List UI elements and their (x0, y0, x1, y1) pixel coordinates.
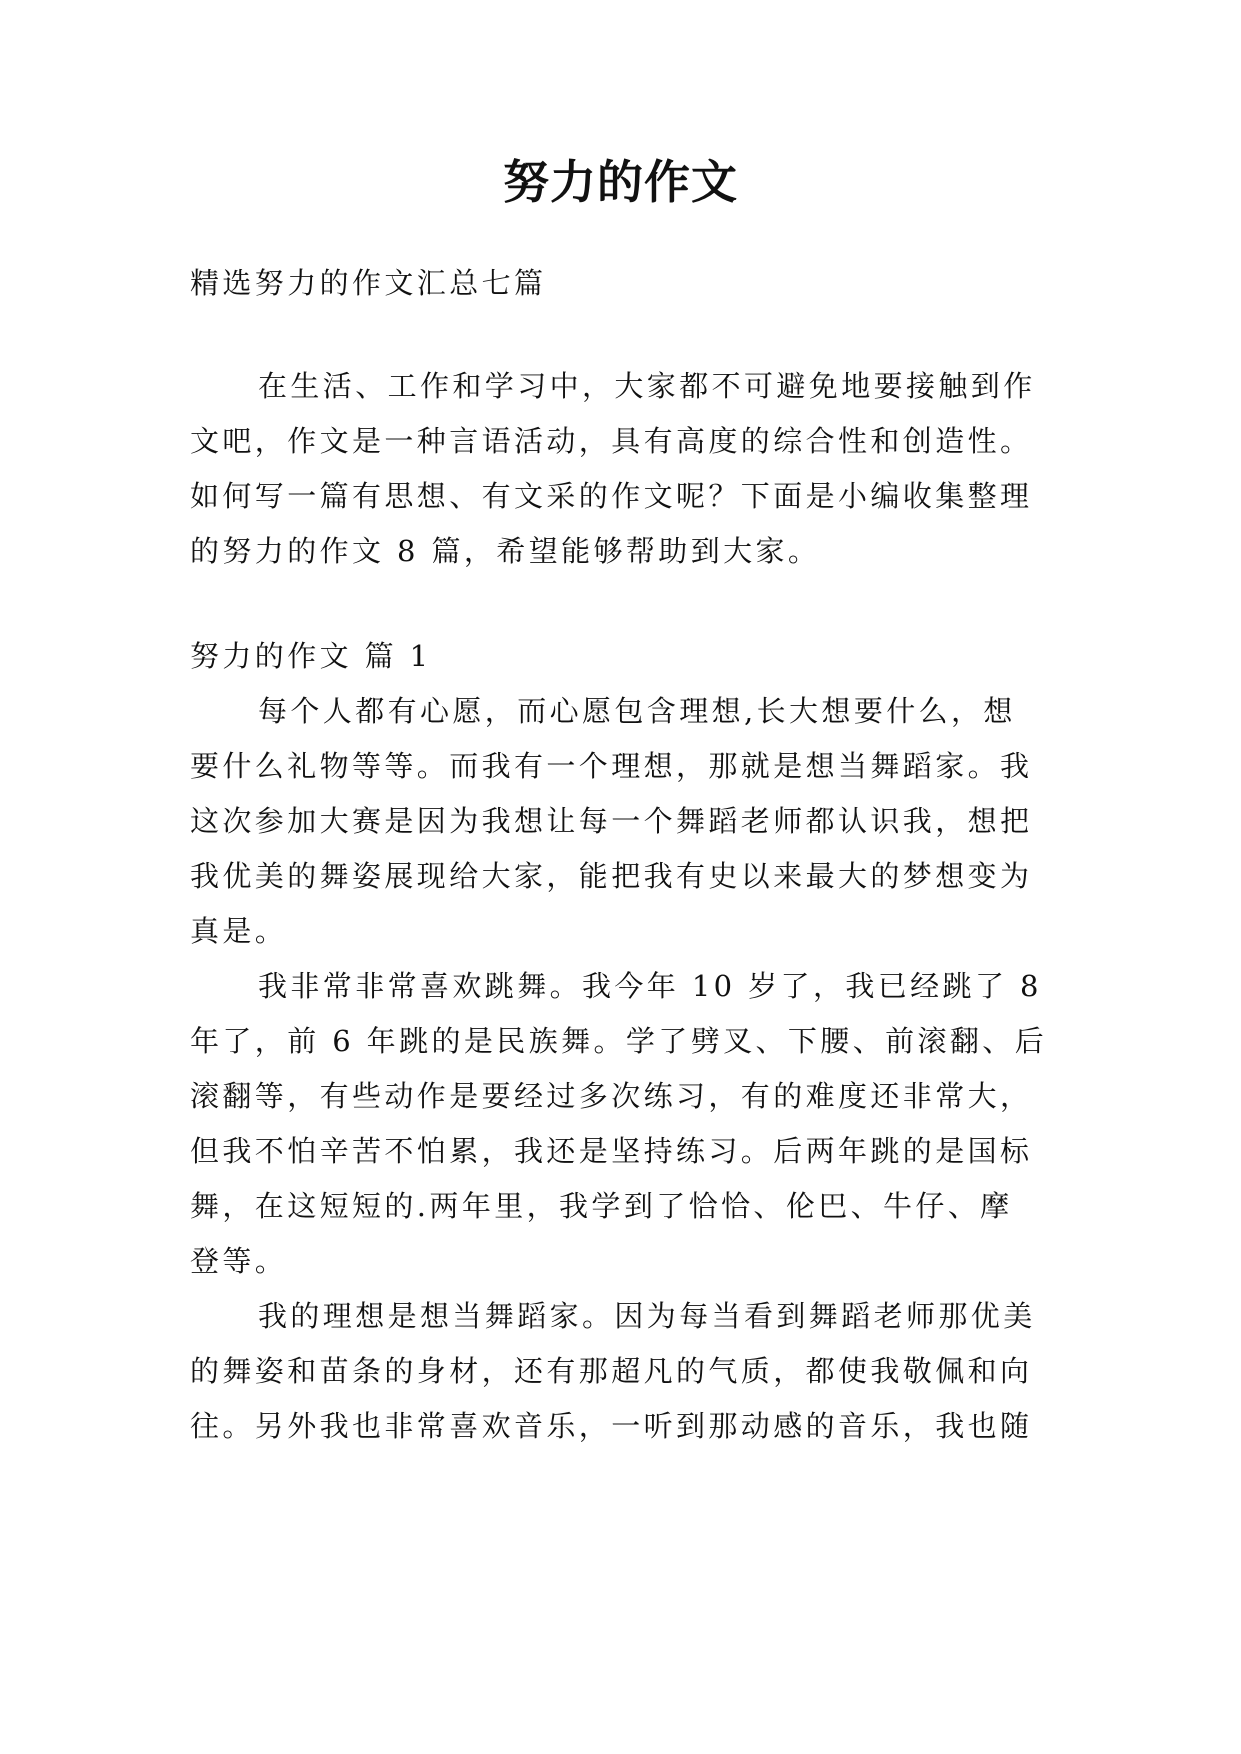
section-heading: 努力的作文 篇 1 (190, 639, 432, 673)
paragraph-2-line-2: 年了，前 6 年跳的是民族舞。学了劈叉、下腰、前滚翻、后 (190, 1024, 1048, 1058)
paragraph-1-line-4: 我优美的舞姿展现给大家，能把我有史以来最大的梦想变为 (190, 859, 1033, 893)
paragraph-2-line-5: 舞，在这短短的.两年里，我学到了恰恰、伦巴、牛仔、摩 (190, 1189, 1013, 1223)
paragraph-1-line-3: 这次参加大赛是因为我想让每一个舞蹈老师都认识我，想把 (190, 804, 1033, 838)
paragraph-2-line-6: 登等。 (190, 1244, 288, 1278)
intro-line-2: 文吧，作文是一种言语活动，具有高度的综合性和创造性。 (190, 424, 1033, 458)
intro-line-4: 的努力的作文 8 篇，希望能够帮助到大家。 (190, 534, 821, 568)
paragraph-3-line-2: 的舞姿和苗条的身材，还有那超凡的气质，都使我敬佩和向 (190, 1354, 1033, 1388)
paragraph-1-line-5: 真是。 (190, 914, 288, 948)
paragraph-2-line-3: 滚翻等，有些动作是要经过多次练习，有的难度还非常大， (190, 1079, 1033, 1113)
intro-line-3: 如何写一篇有思想、有文采的作文呢？下面是小编收集整理 (190, 479, 1033, 513)
paragraph-2-line-1: 我非常非常喜欢跳舞。我今年 10 岁了，我已经跳了 8 (258, 969, 1042, 1003)
document-subtitle: 精选努力的作文汇总七篇 (190, 266, 547, 300)
paragraph-2-line-4: 但我不怕辛苦不怕累，我还是坚持练习。后两年跳的是国标 (190, 1134, 1033, 1168)
paragraph-3-line-3: 往。另外我也非常喜欢音乐，一听到那动感的音乐，我也随 (190, 1409, 1033, 1443)
document-title: 努力的作文 (503, 155, 738, 209)
paragraph-3-line-1: 我的理想是想当舞蹈家。因为每当看到舞蹈老师那优美 (258, 1299, 1036, 1333)
paragraph-1-line-1: 每个人都有心愿，而心愿包含理想,长大想要什么，想 (258, 694, 1016, 728)
intro-line-1: 在生活、工作和学习中，大家都不可避免地要接触到作 (258, 369, 1036, 403)
paragraph-1-line-2: 要什么礼物等等。而我有一个理想，那就是想当舞蹈家。我 (190, 749, 1033, 783)
